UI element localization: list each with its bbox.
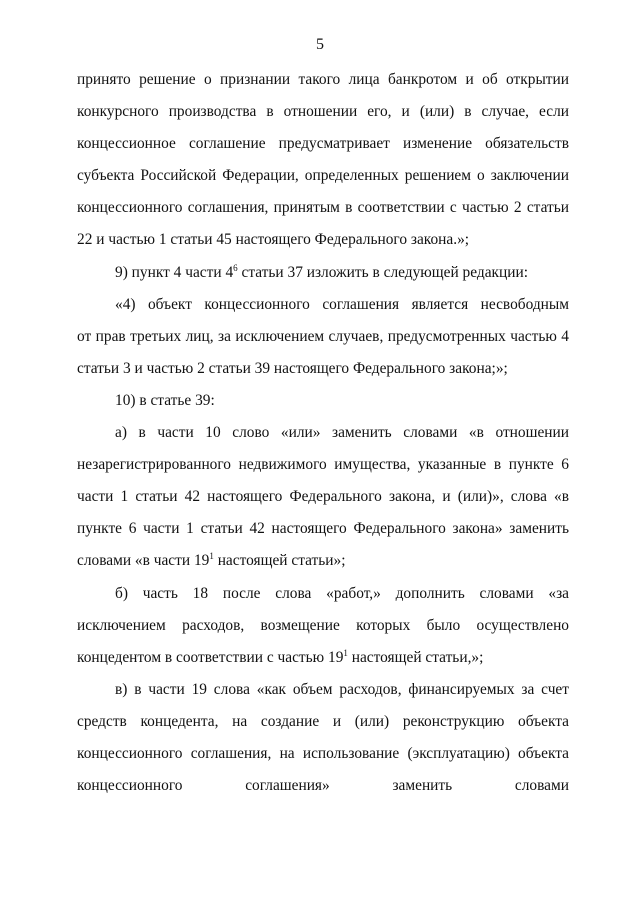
superscript: 1 bbox=[209, 551, 214, 562]
text-line: концессионного соглашения, на использование (эксплуатацию) объекта bbox=[77, 744, 569, 762]
text-line: в) в части 19 слова «как объем расходов, финансируемых за счет bbox=[115, 680, 569, 698]
text-fragment: статьи 37 изложить в следующей редакции: bbox=[237, 263, 528, 281]
text-fragment: настоящей статьи»; bbox=[213, 552, 346, 570]
text-fragment: концедентом в соответствии с частью 19 bbox=[77, 648, 344, 666]
text-line: конкурсного производства в отношении его, и (или) в случае, если bbox=[77, 103, 569, 121]
text-line bbox=[77, 545, 569, 577]
text-line: принято решение о признании такого лица банкротом и об открытии bbox=[77, 71, 569, 88]
superscript: 1 bbox=[343, 647, 348, 658]
text-line: а) в части 10 слово «или» заменить словами «в отношении bbox=[115, 424, 569, 442]
text-line: 22 и частью 1 статьи 45 настоящего Федерального закона.»; bbox=[77, 231, 470, 249]
text-line bbox=[77, 257, 569, 289]
text-line: средств концедента, на создание и (или) реконструкцию объекта bbox=[77, 712, 569, 730]
text-line: пункте 6 части 1 статьи 42 настоящего Федерального закона» заменить bbox=[77, 520, 569, 538]
paragraph-subitem-a bbox=[77, 417, 569, 577]
text-line: от прав третьих лиц, за исключением случаев, предусмотренных частью 4 bbox=[77, 327, 569, 345]
text-fragment: настоящей статьи,»; bbox=[347, 648, 484, 666]
superscript: 6 bbox=[233, 262, 238, 273]
text-line: 10) в статье 39: bbox=[115, 391, 215, 409]
paragraph-subitem-v bbox=[77, 674, 569, 802]
text-fragment: 9) пункт 4 части 4 bbox=[115, 263, 234, 281]
text-line: б) часть 18 после слова «работ,» дополнить словами «за bbox=[115, 584, 569, 602]
paragraph-item-10 bbox=[77, 385, 569, 417]
page-number: 5 bbox=[316, 36, 324, 53]
text-line: статьи 3 и частью 2 статьи 39 настоящего Федерального закона;»; bbox=[77, 359, 508, 377]
text-line: субъекта Российской Федерации, определенных решением о заключении bbox=[77, 167, 569, 185]
text-line: части 1 статьи 42 настоящего Федерального закона, и (или)», слова «в bbox=[77, 488, 569, 506]
paragraph-continuation bbox=[77, 64, 569, 257]
text-line: концессионное соглашение предусматривает изменение обязательств bbox=[77, 135, 569, 153]
text-line: исключением расходов, возмещение которых было осуществлено bbox=[77, 616, 569, 634]
document-body bbox=[77, 64, 569, 802]
paragraph-item-9 bbox=[77, 257, 569, 289]
text-line: «4) объект концессионного соглашения является несвободным bbox=[115, 295, 569, 313]
paragraph-subitem-b bbox=[77, 578, 569, 674]
text-fragment: словами «в части 19 bbox=[77, 552, 210, 570]
text-line: концессионного соглашения, принятым в соответствии с частью 2 статьи bbox=[77, 199, 569, 217]
text-line bbox=[77, 642, 569, 674]
text-line: концессионного соглашения» заменить словами bbox=[77, 777, 569, 795]
text-line: незарегистрированного недвижимого имущества, указанные в пункте 6 bbox=[77, 456, 569, 474]
paragraph-quoted-item-4 bbox=[77, 289, 569, 385]
